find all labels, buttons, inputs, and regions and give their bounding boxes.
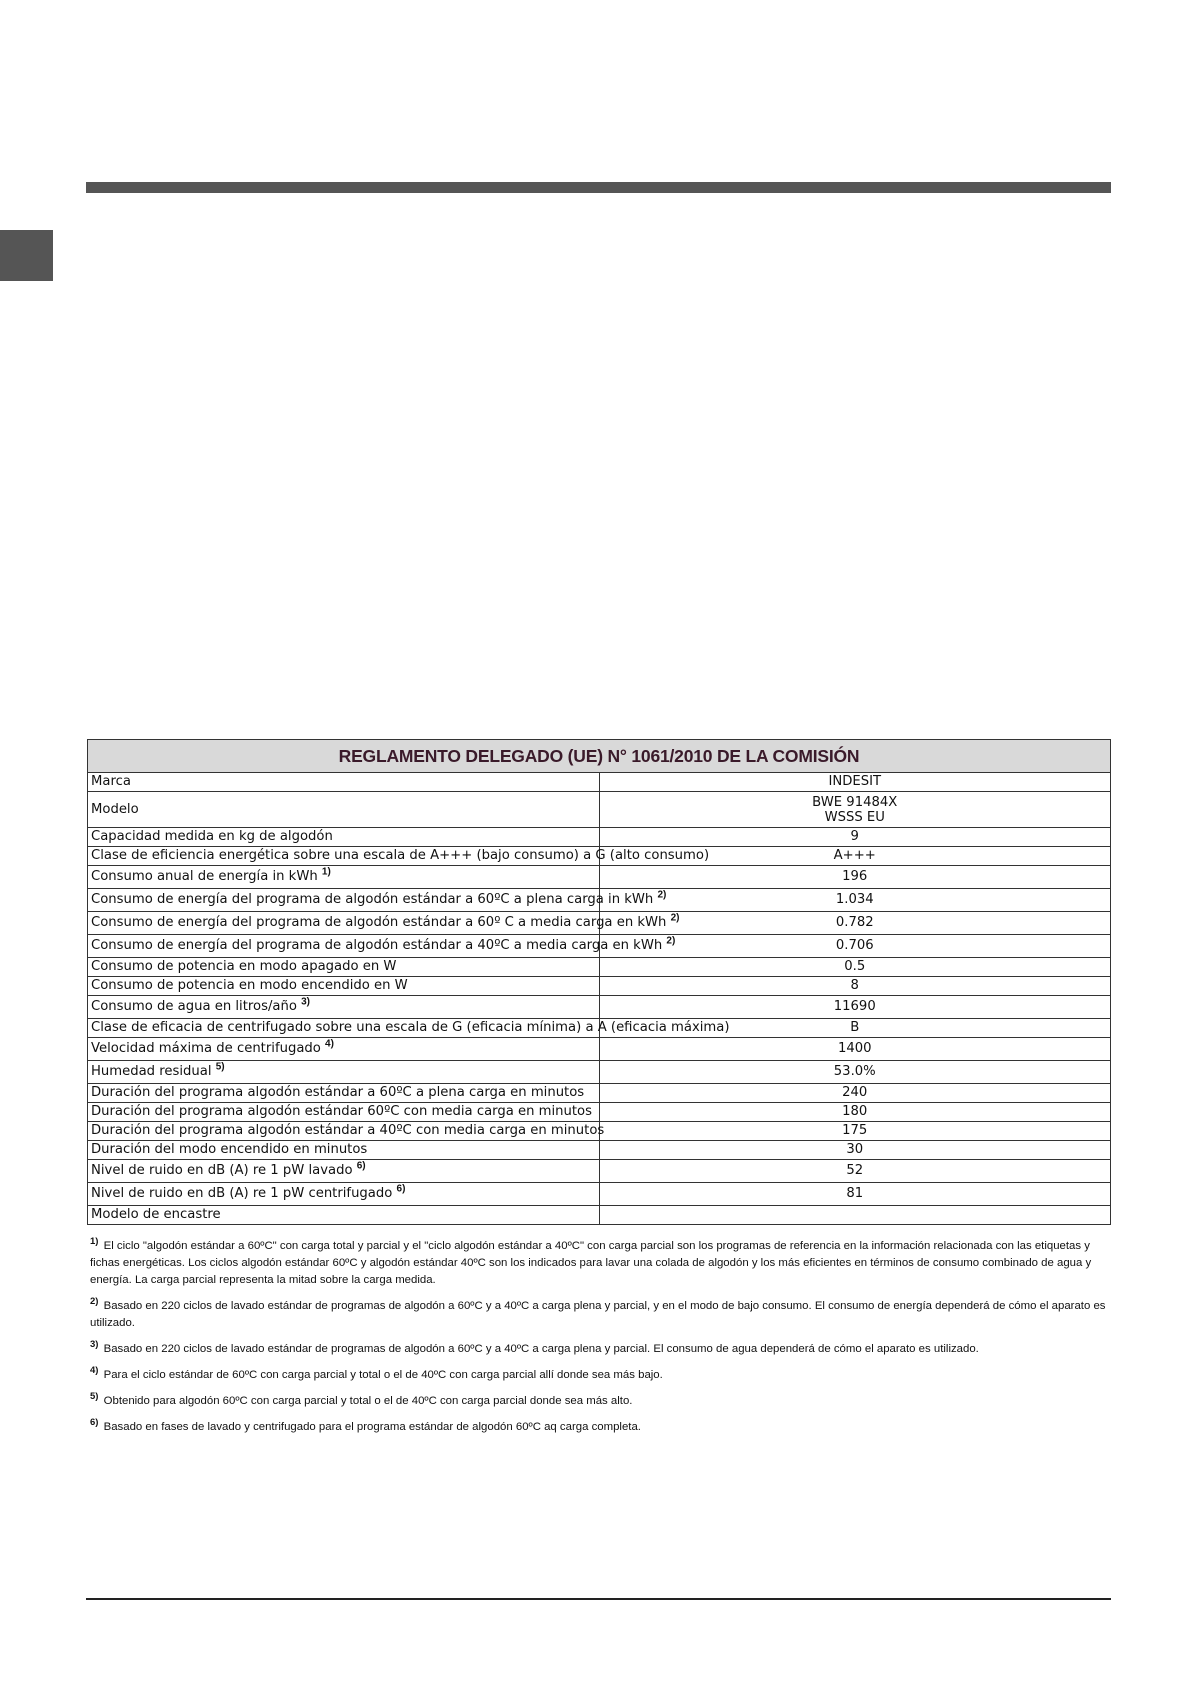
- table-row: [88, 1019, 1111, 1038]
- footnote-ref: 5): [215, 1061, 225, 1073]
- footnote-text: El ciclo "algodón estándar a 60ºC" con carga total y parcial y el "ciclo algodón estándar a 40ºC" con carga parcial son los programas de referencia en la información relacionada con las etiquetas y fichas energéticas. Los ciclos algodón estándar 60ºC y algodón estándar 40ºC son los indicados para lavar una colada de algodón y los más eficientes en términos de consumo combinado de agua y energía. La carga parcial representa la mitad sobre la carga medida.: [90, 1240, 1092, 1286]
- footnote-number: 4): [90, 1365, 99, 1377]
- table-row: [88, 866, 1111, 889]
- footnote-text: Basado en 220 ciclos de lavado estándar de programas de algodón a 60ºC y a 40ºC a carga plena y parcial. El consumo de agua dependerá de cómo el aparato es utilizado.: [103, 1343, 979, 1355]
- row-value: 9: [599, 828, 1111, 847]
- row-label: Nivel de ruido en dB (A) re 1 pW centrifugado $^{6)}$: [88, 1183, 600, 1206]
- row-label: Modelo: [88, 792, 600, 828]
- footnote-ref: 6): [356, 1160, 366, 1172]
- row-label: Modelo de encastre: [88, 1206, 600, 1225]
- footnote-number: 2): [90, 1296, 99, 1308]
- row-label: Duración del programa algodón estándar a 60ºC a plena carga en minutos: [88, 1084, 600, 1103]
- model-value-line2: WSSS EU: [824, 809, 885, 825]
- table-row: [88, 1103, 1111, 1122]
- row-value: 52: [599, 1160, 1111, 1183]
- model-value-line1: BWE 91484X: [812, 794, 898, 810]
- row-label: Duración del programa algodón estándar 60ºC con media carga en minutos: [88, 1103, 600, 1122]
- footnote: [90, 1419, 1110, 1436]
- table-row: [88, 1038, 1111, 1061]
- row-label: Consumo de energía del programa de algodón estándar a 40ºC a media carga en kWh $^{2)}$: [88, 935, 600, 958]
- footnote-ref: 3): [301, 996, 311, 1008]
- table-row: [88, 935, 1111, 958]
- footnote: [90, 1367, 1110, 1384]
- table-row: [88, 1183, 1111, 1206]
- footnote-number: 3): [90, 1339, 99, 1351]
- table-row: [88, 1122, 1111, 1141]
- row-value: A+++: [599, 847, 1111, 866]
- footnote-text: Basado en 220 ciclos de lavado estándar de programas de algodón a 60ºC y a 40ºC a carga plena y parcial, y en el modo de bajo consumo. El consumo de energía dependerá de cómo el aparato es utilizado.: [90, 1300, 1106, 1329]
- header-rule: [86, 182, 1111, 193]
- footnote: [90, 1238, 1110, 1289]
- row-label: Consumo de potencia en modo apagado en W: [88, 958, 600, 977]
- row-value: 0.706: [599, 935, 1111, 958]
- row-value: 180: [599, 1103, 1111, 1122]
- footnote-ref: 1): [321, 866, 331, 878]
- table-row: [88, 977, 1111, 996]
- row-value: 240: [599, 1084, 1111, 1103]
- footnote-ref: 6): [396, 1183, 406, 1195]
- row-value: [599, 792, 1111, 828]
- table-row: [88, 889, 1111, 912]
- row-value: 11690: [599, 996, 1111, 1019]
- table-row: [88, 996, 1111, 1019]
- footnote-ref: 2): [666, 935, 676, 947]
- footnotes: [90, 1238, 1110, 1445]
- row-value: 196: [599, 866, 1111, 889]
- footnote-text: Basado en fases de lavado y centrifugado para el programa estándar de algodón 60ºC aq carga completa.: [103, 1421, 641, 1433]
- table-row: [88, 1084, 1111, 1103]
- row-value: B: [599, 1019, 1111, 1038]
- table-row: [88, 958, 1111, 977]
- row-value: 81: [599, 1183, 1111, 1206]
- row-label: Humedad residual $^{5)}$: [88, 1061, 600, 1084]
- table-row: [88, 1141, 1111, 1160]
- footnote-ref: 2): [670, 912, 680, 924]
- footnote: [90, 1298, 1110, 1332]
- row-label: Consumo de energía del programa de algodón estándar a 60ºC a plena carga in kWh $^{2)}$: [88, 889, 600, 912]
- table-row: [88, 847, 1111, 866]
- regulation-table: [87, 739, 1111, 1225]
- footnote: [90, 1393, 1110, 1410]
- table-row: [88, 828, 1111, 847]
- row-value: 1.034: [599, 889, 1111, 912]
- row-label: Duración del programa algodón estándar a 40ºC con media carga en minutos: [88, 1122, 600, 1141]
- table-row: [88, 1206, 1111, 1225]
- footnote: [90, 1341, 1110, 1358]
- row-value: 0.782: [599, 912, 1111, 935]
- table-row: [88, 1160, 1111, 1183]
- row-value: INDESIT: [599, 773, 1111, 792]
- row-label: Velocidad máxima de centrifugado $^{4)}$: [88, 1038, 600, 1061]
- footnote-number: 1): [90, 1236, 99, 1248]
- row-value: 8: [599, 977, 1111, 996]
- row-label: Clase de eficiencia energética sobre una escala de A+++ (bajo consumo) a G (alto consumo): [88, 847, 600, 866]
- table-row: [88, 792, 1111, 828]
- table-title: REGLAMENTO DELEGADO (UE) N° 1061/2010 DE LA COMISIÓN: [88, 740, 1111, 773]
- row-value: [599, 1206, 1111, 1225]
- row-label: Capacidad medida en kg de algodón: [88, 828, 600, 847]
- row-label: Marca: [88, 773, 600, 792]
- row-label: Clase de eficacia de centrifugado sobre una escala de G (eficacia mínima) a A (eficacia máxima): [88, 1019, 600, 1038]
- table-row: [88, 1061, 1111, 1084]
- footnote-ref: 2): [657, 889, 667, 901]
- row-value: 53.0%: [599, 1061, 1111, 1084]
- footnote-number: 6): [90, 1417, 99, 1429]
- language-tab-marker: [0, 230, 53, 281]
- footer-rule: [86, 1598, 1111, 1600]
- footnote-text: Para el ciclo estándar de 60ºC con carga parcial y total o el de 40ºC con carga parcial allí donde sea más bajo.: [103, 1369, 663, 1381]
- row-label: Nivel de ruido en dB (A) re 1 pW lavado $^{6)}$: [88, 1160, 600, 1183]
- row-label: Consumo de potencia en modo encendido en W: [88, 977, 600, 996]
- row-label: Consumo de agua en litros/año $^{3)}$: [88, 996, 600, 1019]
- row-value: 175: [599, 1122, 1111, 1141]
- row-label: Duración del modo encendido en minutos: [88, 1141, 600, 1160]
- footnote-text: Obtenido para algodón 60ºC con carga parcial y total o el de 40ºC con carga parcial donde sea más alto.: [103, 1395, 633, 1407]
- footnote-number: 5): [90, 1391, 99, 1403]
- footnote-ref: 4): [325, 1038, 334, 1050]
- table-row: [88, 912, 1111, 935]
- table-row: [88, 773, 1111, 792]
- row-value: 1400: [599, 1038, 1111, 1061]
- row-label: Consumo de energía del programa de algodón estándar a 60º C a media carga en kWh $^{2)}$: [88, 912, 600, 935]
- row-value: 0.5: [599, 958, 1111, 977]
- row-value: 30: [599, 1141, 1111, 1160]
- row-label: Consumo anual de energía in kWh $^{1)}$: [88, 866, 600, 889]
